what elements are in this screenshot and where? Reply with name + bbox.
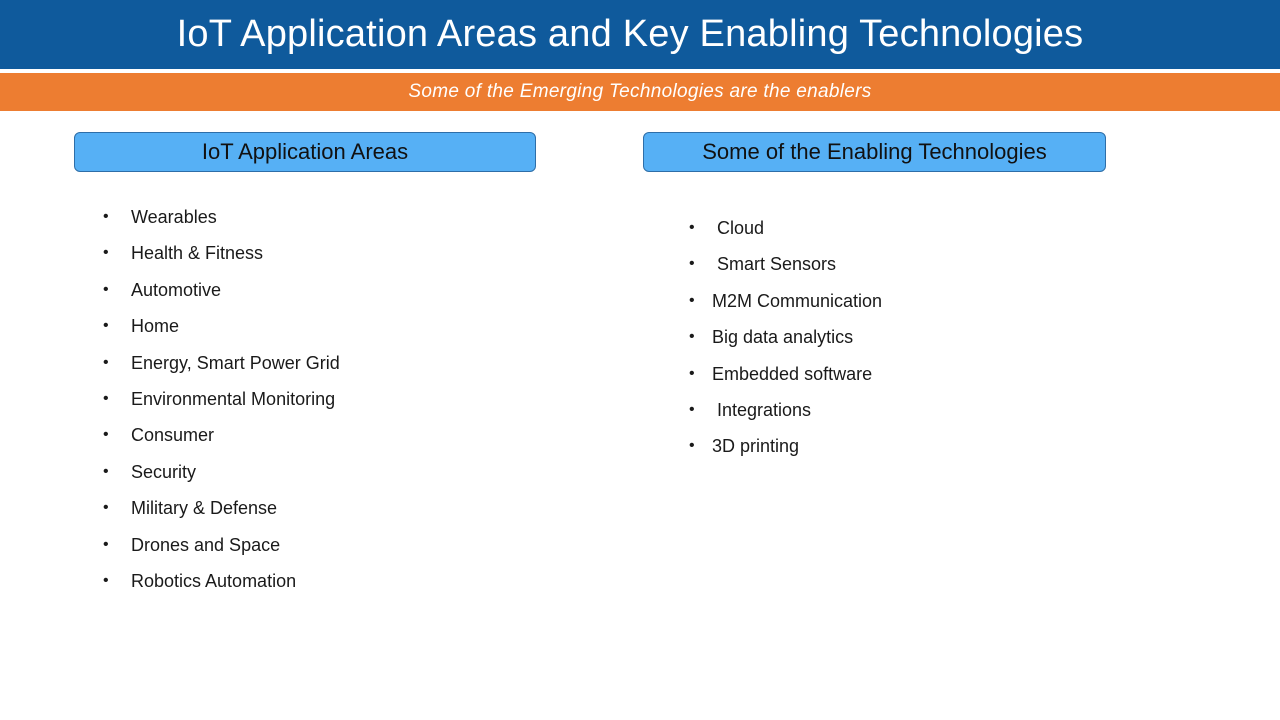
bullet-icon: • xyxy=(103,208,109,225)
enabling-technologies-heading-box xyxy=(643,132,1106,172)
list-item: • Big data analytics xyxy=(689,327,854,348)
list-item: • Robotics Automation xyxy=(103,570,297,591)
enabling-technologies-heading: Some of the Enabling Technologies xyxy=(702,139,1047,164)
slide-title: IoT Application Areas and Key Enabling Technologies xyxy=(176,13,1084,55)
list-item: • Smart Sensors xyxy=(689,254,837,275)
bullet-icon: • xyxy=(103,426,109,444)
application-areas-heading: IoT Application Areas xyxy=(201,139,409,164)
bullet-icon: • xyxy=(689,400,695,418)
enabling-technologies-list xyxy=(689,217,882,472)
bullet-icon: • xyxy=(689,437,695,455)
list-item: • M2M Communication xyxy=(689,290,883,311)
title-bar xyxy=(0,0,1280,69)
bullet-icon: • xyxy=(103,571,109,589)
list-item: • Cloud xyxy=(689,218,765,238)
list-item: • Integrations xyxy=(689,399,812,420)
list-item: • 3D printing xyxy=(689,436,800,457)
bullet-icon: • xyxy=(103,353,109,371)
list-item: • Embedded software xyxy=(689,363,873,384)
list-item: • Wearables xyxy=(103,207,217,227)
list-item: • Military & Defense xyxy=(103,498,278,519)
bullet-icon: • xyxy=(103,462,109,480)
subtitle-bar xyxy=(0,73,1280,111)
bullet-icon: • xyxy=(103,280,109,298)
list-item: • Environmental Monitoring xyxy=(103,388,336,409)
bullet-icon: • xyxy=(103,317,109,335)
slide-subtitle: Some of the Emerging Technologies are the enablers xyxy=(408,81,872,102)
bullet-icon: • xyxy=(689,364,695,382)
list-item: • Drones and Space xyxy=(103,534,281,555)
bullet-icon: • xyxy=(103,499,109,517)
bullet-icon: • xyxy=(689,255,695,273)
application-areas-list xyxy=(103,206,340,606)
application-areas-heading-box xyxy=(74,132,536,172)
list-item: • Consumer xyxy=(103,425,215,446)
bullet-icon: • xyxy=(103,535,109,553)
list-item: • Automotive xyxy=(103,279,222,300)
bullet-icon: • xyxy=(103,244,109,262)
list-item: • Home xyxy=(103,316,180,337)
list-item: • Energy, Smart Power Grid xyxy=(103,352,340,373)
list-item: • Health & Fitness xyxy=(103,243,264,264)
bullet-icon: • xyxy=(689,291,695,309)
bullet-icon: • xyxy=(689,219,695,236)
bullet-icon: • xyxy=(689,328,695,346)
list-item: • Security xyxy=(103,461,197,482)
bullet-icon: • xyxy=(103,389,109,407)
